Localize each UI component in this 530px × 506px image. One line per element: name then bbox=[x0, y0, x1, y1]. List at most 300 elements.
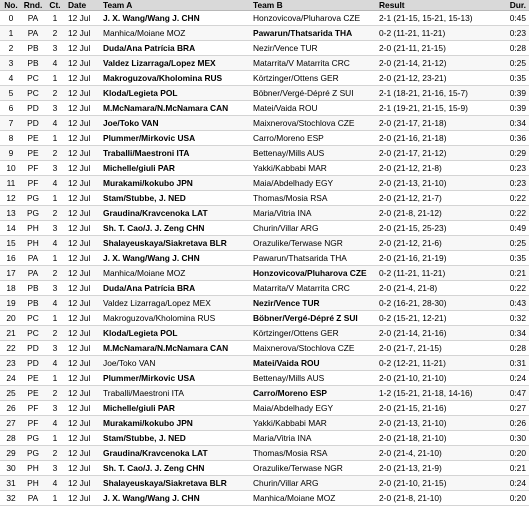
result-cell: 2-0 (21-10, 21-10) bbox=[377, 371, 501, 386]
duration-cell: 0:24 bbox=[501, 476, 529, 491]
round-cell: PF bbox=[22, 401, 44, 416]
round-cell: PD bbox=[22, 341, 44, 356]
team-b-cell: Maria/Vitria INA bbox=[251, 431, 377, 446]
team-b-cell: Maria/Vitria INA bbox=[251, 206, 377, 221]
match-date-cell: 12 Jul bbox=[66, 206, 101, 221]
team-a-cell: Stam/Stubbe, J. NED bbox=[101, 191, 251, 206]
team-a-cell: J. X. Wang/Wang J. CHN bbox=[101, 251, 251, 266]
table-row bbox=[0, 236, 529, 251]
match-number-cell: 30 bbox=[0, 461, 22, 476]
result-cell: 2-1 (19-21, 21-15, 15-9) bbox=[377, 101, 501, 116]
team-a-cell: J. X. Wang/Wang J. CHN bbox=[101, 11, 251, 26]
table-row bbox=[0, 56, 529, 71]
match-number-cell: 5 bbox=[0, 86, 22, 101]
result-cell: 1-2 (15-21, 21-18, 14-16) bbox=[377, 386, 501, 401]
court-cell: 1 bbox=[44, 311, 66, 326]
team-a-cell: J. X. Wang/Wang J. CHN bbox=[101, 491, 251, 506]
court-cell: 2 bbox=[44, 266, 66, 281]
team-b-cell: Pawarun/Thatsarida THA bbox=[251, 26, 377, 41]
result-cell: 2-0 (21-16, 21-19) bbox=[377, 251, 501, 266]
court-cell: 1 bbox=[44, 491, 66, 506]
table-row bbox=[0, 476, 529, 491]
round-cell: PH bbox=[22, 476, 44, 491]
column-header-no: No. bbox=[0, 0, 22, 11]
match-date-cell: 12 Jul bbox=[66, 371, 101, 386]
result-cell: 2-1 (21-15, 15-21, 15-13) bbox=[377, 11, 501, 26]
duration-cell: 0:31 bbox=[501, 356, 529, 371]
result-cell: 2-0 (21-8, 21-12) bbox=[377, 206, 501, 221]
round-cell: PD bbox=[22, 101, 44, 116]
match-number-cell: 26 bbox=[0, 401, 22, 416]
table-row bbox=[0, 176, 529, 191]
court-cell: 2 bbox=[44, 206, 66, 221]
team-a-cell: Joe/Toko VAN bbox=[101, 356, 251, 371]
team-a-cell: Shalayeuskaya/Siakretava BLR bbox=[101, 236, 251, 251]
column-header-duration: Dur. bbox=[501, 0, 529, 11]
court-cell: 3 bbox=[44, 161, 66, 176]
team-a-cell: Graudina/Kravcenoka LAT bbox=[101, 206, 251, 221]
table-row bbox=[0, 266, 529, 281]
result-cell: 0-2 (15-21, 12-21) bbox=[377, 311, 501, 326]
team-a-cell: Manhica/Moiane MOZ bbox=[101, 266, 251, 281]
court-cell: 1 bbox=[44, 71, 66, 86]
match-number-cell: 28 bbox=[0, 431, 22, 446]
team-b-cell: Carro/Moreno ESP bbox=[251, 131, 377, 146]
header-row bbox=[0, 0, 529, 11]
round-cell: PC bbox=[22, 311, 44, 326]
duration-cell: 0:25 bbox=[501, 56, 529, 71]
table-row bbox=[0, 431, 529, 446]
round-cell: PG bbox=[22, 431, 44, 446]
match-number-cell: 9 bbox=[0, 146, 22, 161]
round-cell: PF bbox=[22, 161, 44, 176]
result-cell: 2-0 (21-14, 21-16) bbox=[377, 326, 501, 341]
table-row bbox=[0, 386, 529, 401]
table-row bbox=[0, 191, 529, 206]
match-date-cell: 12 Jul bbox=[66, 281, 101, 296]
team-b-cell: Thomas/Mosia RSA bbox=[251, 191, 377, 206]
column-header-court: Ct. bbox=[44, 0, 66, 11]
result-cell: 0-2 (11-21, 11-21) bbox=[377, 26, 501, 41]
match-date-cell: 12 Jul bbox=[66, 101, 101, 116]
table-row bbox=[0, 71, 529, 86]
team-a-cell: M.McNamara/N.McNamara CAN bbox=[101, 341, 251, 356]
team-a-cell: Traballi/Maestroni ITA bbox=[101, 146, 251, 161]
court-cell: 3 bbox=[44, 281, 66, 296]
duration-cell: 0:21 bbox=[501, 266, 529, 281]
team-a-cell: Michelle/giuli PAR bbox=[101, 401, 251, 416]
court-cell: 1 bbox=[44, 131, 66, 146]
team-b-cell: Honzovicova/Pluharova CZE bbox=[251, 266, 377, 281]
team-b-cell: Böbner/Vergé-Dépré Z SUI bbox=[251, 311, 377, 326]
match-date-cell: 12 Jul bbox=[66, 116, 101, 131]
table-row bbox=[0, 131, 529, 146]
result-cell: 2-0 (21-16, 21-18) bbox=[377, 131, 501, 146]
table-row bbox=[0, 146, 529, 161]
team-b-cell: Yakki/Kabbabi MAR bbox=[251, 161, 377, 176]
round-cell: PA bbox=[22, 26, 44, 41]
team-b-cell: Pawarun/Thatsarida THA bbox=[251, 251, 377, 266]
result-cell: 2-0 (21-17, 21-18) bbox=[377, 116, 501, 131]
match-date-cell: 12 Jul bbox=[66, 176, 101, 191]
column-header-team-b: Team B bbox=[251, 0, 377, 11]
round-cell: PH bbox=[22, 221, 44, 236]
match-date-cell: 12 Jul bbox=[66, 161, 101, 176]
match-number-cell: 19 bbox=[0, 296, 22, 311]
round-cell: PB bbox=[22, 281, 44, 296]
result-cell: 2-0 (21-7, 21-15) bbox=[377, 341, 501, 356]
match-number-cell: 11 bbox=[0, 176, 22, 191]
duration-cell: 0:21 bbox=[501, 461, 529, 476]
team-b-cell: Maixnerova/Stochlova CZE bbox=[251, 116, 377, 131]
round-cell: PC bbox=[22, 71, 44, 86]
team-b-cell: Matarrita/V Matarrita CRC bbox=[251, 56, 377, 71]
match-date-cell: 12 Jul bbox=[66, 386, 101, 401]
table-row bbox=[0, 221, 529, 236]
result-cell: 2-0 (21-13, 21-10) bbox=[377, 416, 501, 431]
match-number-cell: 20 bbox=[0, 311, 22, 326]
table-row bbox=[0, 296, 529, 311]
duration-cell: 0:30 bbox=[501, 431, 529, 446]
result-cell: 2-0 (21-13, 21-9) bbox=[377, 461, 501, 476]
match-number-cell: 21 bbox=[0, 326, 22, 341]
table-row bbox=[0, 416, 529, 431]
court-cell: 4 bbox=[44, 416, 66, 431]
column-header-result: Result bbox=[377, 0, 501, 11]
table-row bbox=[0, 251, 529, 266]
match-date-cell: 12 Jul bbox=[66, 461, 101, 476]
round-cell: PH bbox=[22, 236, 44, 251]
result-cell: 2-0 (21-14, 21-12) bbox=[377, 56, 501, 71]
team-b-cell: Maia/Abdelhady EGY bbox=[251, 401, 377, 416]
result-cell: 2-0 (21-17, 21-12) bbox=[377, 146, 501, 161]
table-row bbox=[0, 206, 529, 221]
match-date-cell: 12 Jul bbox=[66, 311, 101, 326]
table-row bbox=[0, 491, 529, 506]
duration-cell: 0:34 bbox=[501, 116, 529, 131]
duration-cell: 0:43 bbox=[501, 296, 529, 311]
team-b-cell: Thomas/Mosia RSA bbox=[251, 446, 377, 461]
court-cell: 4 bbox=[44, 356, 66, 371]
match-date-cell: 12 Jul bbox=[66, 491, 101, 506]
court-cell: 1 bbox=[44, 371, 66, 386]
match-date-cell: 12 Jul bbox=[66, 41, 101, 56]
table-row bbox=[0, 26, 529, 41]
round-cell: PD bbox=[22, 356, 44, 371]
match-number-cell: 29 bbox=[0, 446, 22, 461]
match-date-cell: 12 Jul bbox=[66, 296, 101, 311]
round-cell: PC bbox=[22, 326, 44, 341]
match-number-cell: 1 bbox=[0, 26, 22, 41]
court-cell: 4 bbox=[44, 56, 66, 71]
team-a-cell: Valdez Lizarraga/Lopez MEX bbox=[101, 296, 251, 311]
team-a-cell: Stam/Stubbe, J. NED bbox=[101, 431, 251, 446]
court-cell: 2 bbox=[44, 86, 66, 101]
duration-cell: 0:22 bbox=[501, 206, 529, 221]
match-number-cell: 2 bbox=[0, 41, 22, 56]
match-date-cell: 12 Jul bbox=[66, 131, 101, 146]
team-a-cell: Manhica/Moiane MOZ bbox=[101, 26, 251, 41]
duration-cell: 0:26 bbox=[501, 416, 529, 431]
result-cell: 0-2 (12-21, 11-21) bbox=[377, 356, 501, 371]
table-row bbox=[0, 101, 529, 116]
court-cell: 3 bbox=[44, 341, 66, 356]
court-cell: 2 bbox=[44, 146, 66, 161]
team-a-cell: Kloda/Legieta POL bbox=[101, 86, 251, 101]
result-cell: 2-0 (21-12, 23-21) bbox=[377, 71, 501, 86]
team-a-cell: Plummer/Mirkovic USA bbox=[101, 371, 251, 386]
match-number-cell: 14 bbox=[0, 221, 22, 236]
duration-cell: 0:35 bbox=[501, 71, 529, 86]
result-cell: 2-0 (21-4, 21-10) bbox=[377, 446, 501, 461]
result-cell: 0-2 (16-21, 28-30) bbox=[377, 296, 501, 311]
duration-cell: 0:23 bbox=[501, 176, 529, 191]
team-a-cell: Traballi/Maestroni ITA bbox=[101, 386, 251, 401]
match-number-cell: 3 bbox=[0, 56, 22, 71]
round-cell: PE bbox=[22, 146, 44, 161]
match-number-cell: 4 bbox=[0, 71, 22, 86]
match-number-cell: 27 bbox=[0, 416, 22, 431]
team-b-cell: Yakki/Kabbabi MAR bbox=[251, 416, 377, 431]
court-cell: 1 bbox=[44, 11, 66, 26]
match-number-cell: 7 bbox=[0, 116, 22, 131]
match-date-cell: 12 Jul bbox=[66, 431, 101, 446]
team-a-cell: Michelle/giuli PAR bbox=[101, 161, 251, 176]
team-a-cell: Valdez Lizarraga/Lopez MEX bbox=[101, 56, 251, 71]
team-b-cell: Körtzinger/Ottens GER bbox=[251, 326, 377, 341]
duration-cell: 0:29 bbox=[501, 146, 529, 161]
round-cell: PG bbox=[22, 191, 44, 206]
result-cell: 2-0 (21-4, 21-8) bbox=[377, 281, 501, 296]
match-date-cell: 12 Jul bbox=[66, 71, 101, 86]
match-date-cell: 12 Jul bbox=[66, 221, 101, 236]
match-date-cell: 12 Jul bbox=[66, 326, 101, 341]
match-number-cell: 8 bbox=[0, 131, 22, 146]
match-number-cell: 15 bbox=[0, 236, 22, 251]
table-row bbox=[0, 461, 529, 476]
duration-cell: 0:20 bbox=[501, 491, 529, 506]
column-header-date: Date bbox=[66, 0, 101, 11]
match-number-cell: 22 bbox=[0, 341, 22, 356]
court-cell: 1 bbox=[44, 191, 66, 206]
round-cell: PD bbox=[22, 116, 44, 131]
table-row bbox=[0, 86, 529, 101]
duration-cell: 0:39 bbox=[501, 86, 529, 101]
result-cell: 2-0 (21-15, 21-16) bbox=[377, 401, 501, 416]
team-b-cell: Nezir/Vence TUR bbox=[251, 296, 377, 311]
match-date-cell: 12 Jul bbox=[66, 356, 101, 371]
team-b-cell: Körtzinger/Ottens GER bbox=[251, 71, 377, 86]
court-cell: 3 bbox=[44, 461, 66, 476]
team-a-cell: Plummer/Mirkovic USA bbox=[101, 131, 251, 146]
match-date-cell: 12 Jul bbox=[66, 251, 101, 266]
court-cell: 4 bbox=[44, 116, 66, 131]
court-cell: 4 bbox=[44, 236, 66, 251]
match-date-cell: 12 Jul bbox=[66, 476, 101, 491]
team-b-cell: Honzovicova/Pluharova CZE bbox=[251, 11, 377, 26]
match-number-cell: 24 bbox=[0, 371, 22, 386]
match-number-cell: 25 bbox=[0, 386, 22, 401]
court-cell: 4 bbox=[44, 176, 66, 191]
team-b-cell: Manhica/Moiane MOZ bbox=[251, 491, 377, 506]
team-a-cell: M.McNamara/N.McNamara CAN bbox=[101, 101, 251, 116]
table-row bbox=[0, 341, 529, 356]
table-row bbox=[0, 41, 529, 56]
round-cell: PF bbox=[22, 176, 44, 191]
team-b-cell: Orazulike/Terwase NGR bbox=[251, 236, 377, 251]
team-a-cell: Makroguzova/Kholomina RUS bbox=[101, 71, 251, 86]
team-a-cell: Makroguzova/Kholomina RUS bbox=[101, 311, 251, 326]
duration-cell: 0:49 bbox=[501, 221, 529, 236]
round-cell: PE bbox=[22, 371, 44, 386]
round-cell: PF bbox=[22, 416, 44, 431]
duration-cell: 0:35 bbox=[501, 251, 529, 266]
team-b-cell: Churin/Villar ARG bbox=[251, 221, 377, 236]
round-cell: PE bbox=[22, 386, 44, 401]
table-row bbox=[0, 281, 529, 296]
match-number-cell: 13 bbox=[0, 206, 22, 221]
duration-cell: 0:27 bbox=[501, 401, 529, 416]
duration-cell: 0:34 bbox=[501, 326, 529, 341]
match-date-cell: 12 Jul bbox=[66, 341, 101, 356]
duration-cell: 0:39 bbox=[501, 101, 529, 116]
team-b-cell: Maixnerova/Stochlova CZE bbox=[251, 341, 377, 356]
table-row bbox=[0, 326, 529, 341]
result-cell: 2-0 (21-10, 21-15) bbox=[377, 476, 501, 491]
round-cell: PA bbox=[22, 266, 44, 281]
table-row bbox=[0, 356, 529, 371]
duration-cell: 0:32 bbox=[501, 311, 529, 326]
column-header-round: Rnd. bbox=[23, 0, 43, 10]
court-cell: 3 bbox=[44, 41, 66, 56]
duration-cell: 0:28 bbox=[501, 341, 529, 356]
match-number-cell: 6 bbox=[0, 101, 22, 116]
team-a-cell: Duda/Ana Patrícia BRA bbox=[101, 281, 251, 296]
team-a-cell: Kloda/Legieta POL bbox=[101, 326, 251, 341]
duration-cell: 0:23 bbox=[501, 26, 529, 41]
team-a-cell: Shalayeuskaya/Siakretava BLR bbox=[101, 476, 251, 491]
match-date-cell: 12 Jul bbox=[66, 446, 101, 461]
duration-cell: 0:23 bbox=[501, 161, 529, 176]
table-row bbox=[0, 311, 529, 326]
match-date-cell: 12 Jul bbox=[66, 236, 101, 251]
team-a-cell: Duda/Ana Patrícia BRA bbox=[101, 41, 251, 56]
result-cell: 2-0 (21-12, 21-7) bbox=[377, 191, 501, 206]
match-number-cell: 0 bbox=[0, 11, 22, 26]
table-row bbox=[0, 371, 529, 386]
match-number-cell: 18 bbox=[0, 281, 22, 296]
duration-cell: 0:24 bbox=[501, 371, 529, 386]
team-b-cell: Carro/Moreno ESP bbox=[251, 386, 377, 401]
duration-cell: 0:25 bbox=[501, 236, 529, 251]
match-date-cell: 12 Jul bbox=[66, 11, 101, 26]
court-cell: 4 bbox=[44, 476, 66, 491]
round-cell: PB bbox=[22, 56, 44, 71]
match-date-cell: 12 Jul bbox=[66, 86, 101, 101]
round-cell: PA bbox=[22, 491, 44, 506]
court-cell: 3 bbox=[44, 101, 66, 116]
round-cell: PE bbox=[22, 131, 44, 146]
table-row bbox=[0, 116, 529, 131]
table-row bbox=[0, 446, 529, 461]
result-cell: 2-0 (21-15, 25-23) bbox=[377, 221, 501, 236]
duration-cell: 0:20 bbox=[501, 446, 529, 461]
duration-cell: 0:28 bbox=[501, 41, 529, 56]
team-b-cell: Nezir/Vence TUR bbox=[251, 41, 377, 56]
table-row bbox=[0, 401, 529, 416]
round-cell: PA bbox=[22, 11, 44, 26]
match-number-cell: 31 bbox=[0, 476, 22, 491]
result-cell: 2-0 (21-12, 21-8) bbox=[377, 161, 501, 176]
match-date-cell: 12 Jul bbox=[66, 266, 101, 281]
round-cell: PH bbox=[22, 461, 44, 476]
match-date-cell: 12 Jul bbox=[66, 416, 101, 431]
court-cell: 2 bbox=[44, 446, 66, 461]
team-b-cell: Orazulike/Terwase NGR bbox=[251, 461, 377, 476]
round-cell: PC bbox=[22, 86, 44, 101]
match-number-cell: 23 bbox=[0, 356, 22, 371]
round-cell: PG bbox=[22, 446, 44, 461]
team-b-cell: Matei/Vaida ROU bbox=[251, 356, 377, 371]
team-b-cell: Böbner/Vergé-Dépré Z SUI bbox=[251, 86, 377, 101]
result-cell: 2-1 (18-21, 21-16, 15-7) bbox=[377, 86, 501, 101]
table-row bbox=[0, 11, 529, 26]
round-cell: PB bbox=[22, 296, 44, 311]
match-date-cell: 12 Jul bbox=[66, 56, 101, 71]
duration-cell: 0:36 bbox=[501, 131, 529, 146]
court-cell: 2 bbox=[44, 386, 66, 401]
match-number-cell: 10 bbox=[0, 161, 22, 176]
team-a-cell: Murakami/kokubo JPN bbox=[101, 176, 251, 191]
round-cell: PG bbox=[22, 206, 44, 221]
duration-cell: 0:22 bbox=[501, 191, 529, 206]
court-cell: 4 bbox=[44, 296, 66, 311]
court-cell: 1 bbox=[44, 431, 66, 446]
team-b-cell: Churin/Villar ARG bbox=[251, 476, 377, 491]
match-date-cell: 12 Jul bbox=[66, 401, 101, 416]
court-cell: 3 bbox=[44, 221, 66, 236]
match-number-cell: 12 bbox=[0, 191, 22, 206]
duration-cell: 0:45 bbox=[501, 11, 529, 26]
round-cell: PA bbox=[22, 251, 44, 266]
court-cell: 2 bbox=[44, 26, 66, 41]
team-b-cell: Bettenay/Mills AUS bbox=[251, 146, 377, 161]
court-cell: 3 bbox=[44, 401, 66, 416]
match-date-cell: 12 Jul bbox=[66, 26, 101, 41]
team-b-cell: Matei/Vaida ROU bbox=[251, 101, 377, 116]
result-cell: 0-2 (11-21, 11-21) bbox=[377, 266, 501, 281]
result-cell: 2-0 (21-13, 21-10) bbox=[377, 176, 501, 191]
team-a-cell: Graudina/Kravcenoka LAT bbox=[101, 446, 251, 461]
column-header-team-a: Team A bbox=[101, 0, 251, 11]
result-cell: 2-0 (21-11, 21-15) bbox=[377, 41, 501, 56]
match-number-cell: 32 bbox=[0, 491, 22, 506]
team-a-cell: Sh. T. Cao/J. J. Zeng CHN bbox=[101, 221, 251, 236]
court-cell: 2 bbox=[44, 326, 66, 341]
team-a-cell: Murakami/kokubo JPN bbox=[101, 416, 251, 431]
round-cell: PB bbox=[22, 41, 44, 56]
match-date-cell: 12 Jul bbox=[66, 146, 101, 161]
result-cell: 2-0 (21-8, 21-10) bbox=[377, 491, 501, 506]
team-a-cell: Joe/Toko VAN bbox=[101, 116, 251, 131]
match-number-cell: 17 bbox=[0, 266, 22, 281]
result-cell: 2-0 (21-18, 21-10) bbox=[377, 431, 501, 446]
table-row bbox=[0, 161, 529, 176]
result-cell: 2-0 (21-12, 21-6) bbox=[377, 236, 501, 251]
court-cell: 1 bbox=[44, 251, 66, 266]
match-number-cell: 16 bbox=[0, 251, 22, 266]
team-b-cell: Bettenay/Mills AUS bbox=[251, 371, 377, 386]
